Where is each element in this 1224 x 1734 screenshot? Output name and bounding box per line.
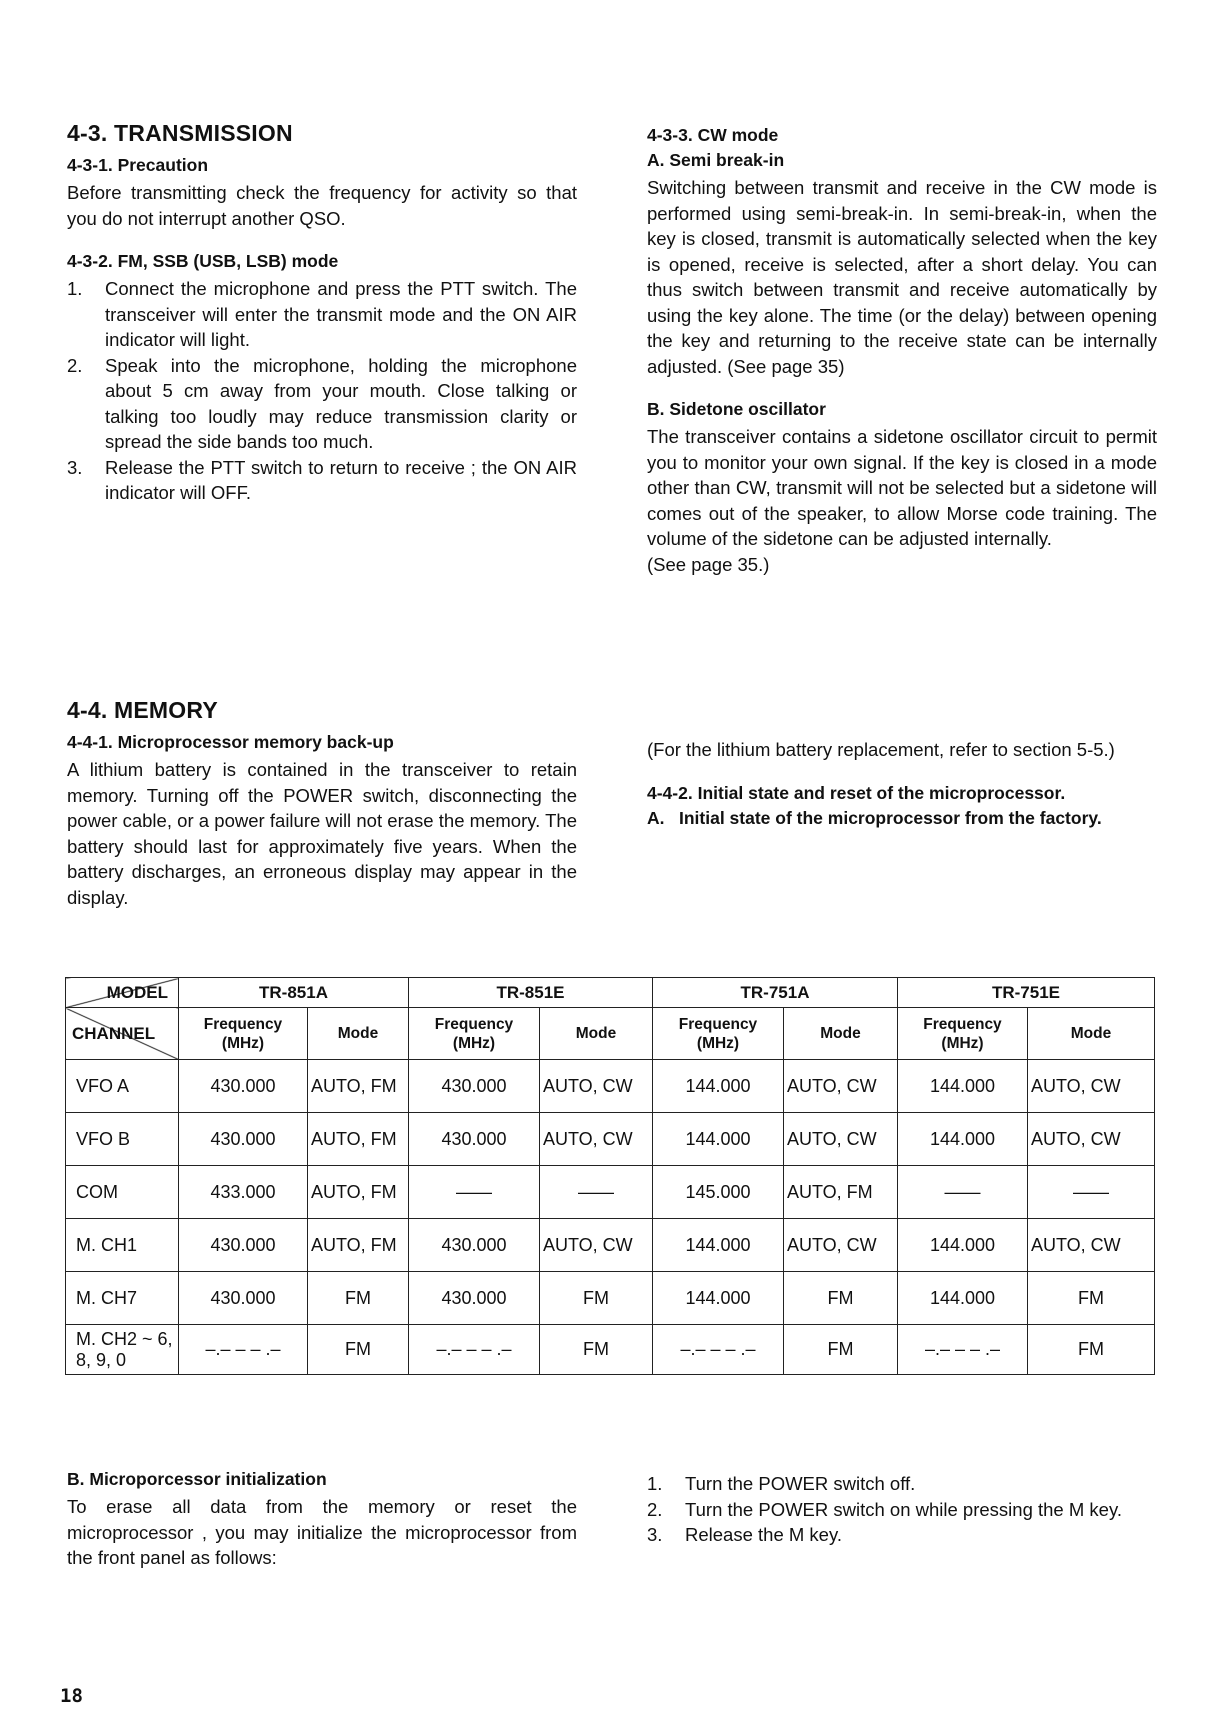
frequency-cell: 144.000 — [653, 1219, 784, 1272]
mode-cell: AUTO, CW — [1028, 1060, 1155, 1113]
init-heading: B. Microporcessor initialization — [67, 1469, 327, 1489]
mode-header: Mode — [540, 1008, 653, 1060]
mode-header: Mode — [308, 1008, 409, 1060]
init-text: To erase all data from the memory or reset the microprocessor , you may initialize the microprocessor from the front panel as follows: — [67, 1496, 577, 1568]
frequency-cell: 145.000 — [653, 1166, 784, 1219]
model-header: MODEL — [66, 978, 179, 1008]
list-item: 3. Release the PTT switch to return to receive ; the ON AIR indicator will OFF. — [67, 456, 577, 503]
mode-cell: AUTO, FM — [308, 1060, 409, 1113]
mode-cell: FM — [308, 1325, 409, 1375]
list-item: 3. Release the M key. — [647, 1524, 842, 1545]
precaution-heading: 4-3-1. Precaution — [67, 155, 209, 175]
reset-section — [647, 737, 1157, 833]
mode-header: Mode — [784, 1008, 898, 1060]
mode-cell: AUTO, CW — [784, 1113, 898, 1166]
frequency-header: Frequency (MHz) — [409, 1008, 540, 1060]
memory-section — [67, 697, 577, 910]
frequency-cell: 144.000 — [898, 1113, 1028, 1166]
reset-heading: 4-4-2. Initial state and reset of the microprocessor. — [647, 782, 1066, 803]
mode-cell: FM — [1028, 1272, 1155, 1325]
table-row — [66, 1060, 1155, 1113]
mode-cell: AUTO, FM — [784, 1166, 898, 1219]
channel-header: CHANNEL — [66, 1008, 179, 1060]
cw-mode-section — [647, 125, 1157, 577]
list-item: 1. Turn the POWER switch off. — [647, 1473, 916, 1494]
frequency-cell: 433.000 — [179, 1166, 308, 1219]
frequency-cell: 430.000 — [179, 1113, 308, 1166]
frequency-header: Frequency (MHz) — [653, 1008, 784, 1060]
frequency-cell: –.– – – .– — [898, 1325, 1028, 1375]
frequency-cell: 144.000 — [653, 1113, 784, 1166]
mode-cell: —— — [1028, 1166, 1155, 1219]
factory-state-heading: A. Initial state of the microprocessor from the factory. — [647, 807, 1102, 828]
frequency-cell: 144.000 — [898, 1272, 1028, 1325]
section-title-transmission: 4-3. TRANSMISSION — [67, 120, 293, 146]
frequency-cell: –.– – – .– — [179, 1325, 308, 1375]
mode-cell: AUTO, FM — [308, 1166, 409, 1219]
mode-cell: AUTO, CW — [784, 1219, 898, 1272]
cw-heading: 4-3-3. CW mode — [647, 125, 779, 145]
backup-text: A lithium battery is contained in the transceiver to retain memory. Turning off the POWER switch, disconnecting the power cable, or a power failure will not erase the memory. The battery should last for approximately five years. When the battery discharges, an erroneous display may appear in the display. — [67, 759, 577, 908]
page-number: 18 — [60, 1685, 83, 1707]
sidetone-page-ref: (See page 35.) — [647, 553, 770, 575]
model-header: TR-851A — [179, 978, 409, 1008]
mode-cell: FM — [540, 1272, 653, 1325]
precaution-text: Before transmitting check the frequency for activity so that you do not interrupt another QSO. — [67, 182, 577, 229]
mode-header: Mode — [1028, 1008, 1155, 1060]
section-title-memory: 4-4. MEMORY — [67, 697, 218, 723]
backup-heading: 4-4-1. Microprocessor memory back-up — [67, 732, 394, 752]
table-row — [66, 1219, 1155, 1272]
memory-initial-state-table — [65, 977, 1155, 1375]
frequency-cell: —— — [898, 1166, 1028, 1219]
table-row — [66, 1113, 1155, 1166]
init-steps-section — [647, 1471, 1157, 1548]
mode-cell: FM — [308, 1272, 409, 1325]
mode-cell: FM — [1028, 1325, 1155, 1375]
mode-cell: AUTO, FM — [308, 1219, 409, 1272]
frequency-cell: –.– – – .– — [409, 1325, 540, 1375]
sidetone-text: The transceiver contains a sidetone oscillator circuit to permit you to monitor your own signal. If the key is closed in a mode other than CW, transmit will not be selected but a sidetone will comes out of the speaker, to allow Morse code training. The volume of the sidetone can be adjusted internally. — [647, 426, 1157, 549]
table-row — [66, 1325, 1155, 1375]
frequency-cell: —— — [409, 1166, 540, 1219]
semi-break-in-text: Switching between transmit and receive in the CW mode is performed using semi-break-in. In semi-break-in, when the key is closed, transmit is automatically selected when the key is opened, receive is selected, after a short delay. You can thus switch between transmit and receive automatically by using the key alone. The time (or the delay) between opening the key and returning to the receive state can be internally adjusted. (See page 35) — [647, 177, 1157, 377]
init-section — [67, 1469, 577, 1571]
frequency-cell: 430.000 — [409, 1272, 540, 1325]
mode-cell: —— — [540, 1166, 653, 1219]
channel-cell: VFO A — [66, 1060, 179, 1113]
list-item: 2. Speak into the microphone, holding the microphone about 5 cm away from your mouth. Close talking or talking too loudly may reduce transmission clarity or spread the side bands too much. — [67, 354, 577, 452]
frequency-cell: 430.000 — [179, 1272, 308, 1325]
table-row — [66, 1272, 1155, 1325]
semi-break-in-heading: A. Semi break-in — [647, 150, 785, 170]
list-item: 1. Connect the microphone and press the PTT switch. The transceiver will enter the transmit mode and the ON AIR indicator will light. — [67, 278, 577, 350]
transmission-section — [67, 120, 577, 506]
fm-ssb-heading: 4-3-2. FM, SSB (USB, LSB) mode — [67, 251, 339, 271]
mode-cell: AUTO, CW — [784, 1060, 898, 1113]
mode-cell: FM — [784, 1325, 898, 1375]
mode-cell: AUTO, FM — [308, 1113, 409, 1166]
init-steps — [647, 1471, 1157, 1548]
model-header: TR-851E — [409, 978, 653, 1008]
model-header: TR-751A — [653, 978, 898, 1008]
channel-cell: M. CH2 ~ 6, 8, 9, 0 — [66, 1325, 179, 1375]
fm-ssb-steps — [67, 276, 577, 506]
frequency-header: Frequency (MHz) — [898, 1008, 1028, 1060]
frequency-cell: 430.000 — [409, 1113, 540, 1166]
mode-cell: AUTO, CW — [540, 1060, 653, 1113]
frequency-cell: 430.000 — [179, 1060, 308, 1113]
frequency-cell: 430.000 — [409, 1219, 540, 1272]
frequency-cell: 144.000 — [898, 1060, 1028, 1113]
frequency-cell: –.– – – .– — [653, 1325, 784, 1375]
frequency-cell: 430.000 — [179, 1219, 308, 1272]
mode-cell: AUTO, CW — [1028, 1113, 1155, 1166]
frequency-cell: 144.000 — [653, 1272, 784, 1325]
sidetone-heading: B. Sidetone oscillator — [647, 399, 826, 419]
list-item: 2. Turn the POWER switch on while pressing the M key. — [647, 1498, 1122, 1520]
frequency-cell: 144.000 — [653, 1060, 784, 1113]
mode-cell: FM — [540, 1325, 653, 1375]
mode-cell: AUTO, CW — [540, 1113, 653, 1166]
frequency-header: Frequency (MHz) — [179, 1008, 308, 1060]
model-header: TR-751E — [898, 978, 1155, 1008]
channel-cell: M. CH1 — [66, 1219, 179, 1272]
channel-cell: COM — [66, 1166, 179, 1219]
mode-cell: AUTO, CW — [1028, 1219, 1155, 1272]
battery-ref: (For the lithium battery replacement, refer to section 5-5.) — [647, 739, 1115, 760]
channel-cell: M. CH7 — [66, 1272, 179, 1325]
channel-cell: VFO B — [66, 1113, 179, 1166]
mode-cell: FM — [784, 1272, 898, 1325]
frequency-cell: 144.000 — [898, 1219, 1028, 1272]
mode-cell: AUTO, CW — [540, 1219, 653, 1272]
frequency-cell: 430.000 — [409, 1060, 540, 1113]
table-row — [66, 1166, 1155, 1219]
